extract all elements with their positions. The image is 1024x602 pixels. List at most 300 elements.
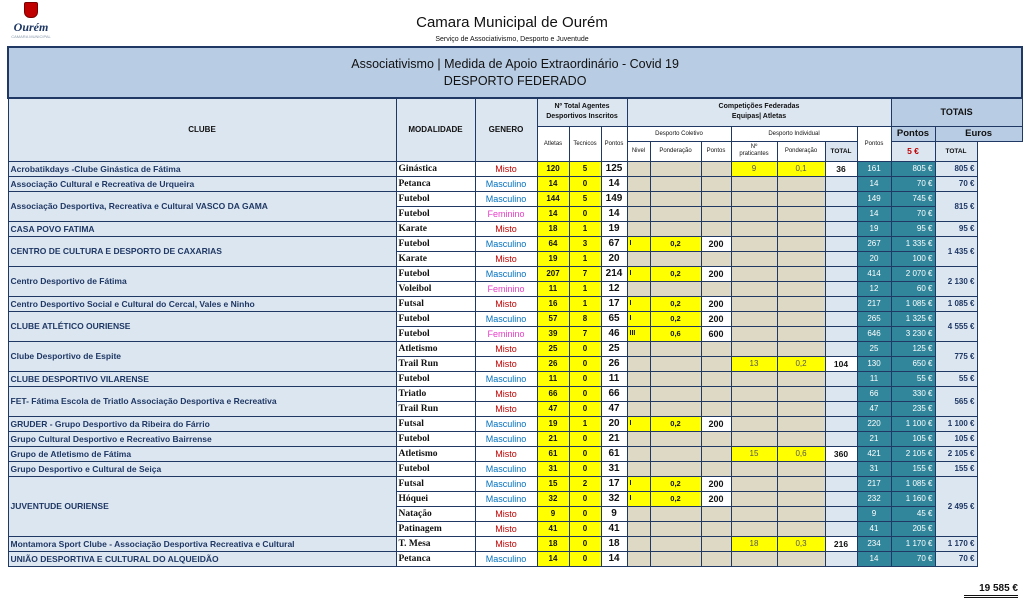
table-row <box>8 296 1022 311</box>
individual-practitioners: 13 <box>731 356 777 371</box>
technicians-count: 7 <box>569 266 601 281</box>
euros-value: 805 € <box>891 161 935 176</box>
euros-value: 3 230 € <box>891 326 935 341</box>
technicians-count: 5 <box>569 161 601 176</box>
collective-weight <box>650 341 701 356</box>
club-name: CLUBE DESPORTIVO VILARENSE <box>8 371 396 386</box>
individual-weight: 0,3 <box>777 536 825 551</box>
modality: Futsal <box>396 476 475 491</box>
collective-points <box>701 161 731 176</box>
table-banner <box>8 47 1022 98</box>
collective-level <box>627 521 650 536</box>
total-points: 217 <box>857 296 891 311</box>
individual-weight <box>777 341 825 356</box>
individual-points <box>825 461 857 476</box>
athletes-count: 11 <box>537 371 569 386</box>
agentes-line1: Nº Total Agentes <box>554 103 610 111</box>
agent-points: 14 <box>601 176 627 191</box>
individual-practitioners <box>731 506 777 521</box>
agent-points: 12 <box>601 281 627 296</box>
individual-points <box>825 221 857 236</box>
col-individual: Desporto Individual <box>731 126 857 141</box>
euros-value: 100 € <box>891 251 935 266</box>
athletes-count: 64 <box>537 236 569 251</box>
total-points: 267 <box>857 236 891 251</box>
collective-weight <box>650 431 701 446</box>
collective-weight <box>650 521 701 536</box>
agent-points: 14 <box>601 551 627 566</box>
collective-level <box>627 446 650 461</box>
individual-practitioners: 15 <box>731 446 777 461</box>
sports-support-table <box>7 46 1023 567</box>
club-total: 105 € <box>935 431 977 446</box>
gender: Feminino <box>475 206 537 221</box>
technicians-count: 1 <box>569 281 601 296</box>
euros-value: 745 € <box>891 191 935 206</box>
athletes-count: 66 <box>537 386 569 401</box>
collective-weight <box>650 536 701 551</box>
club-name: UNIÃO DESPORTIVA E CULTURAL DO ALQUEIDÃO <box>8 551 396 566</box>
athletes-count: 11 <box>537 281 569 296</box>
total-points: 149 <box>857 191 891 206</box>
club-name: CASA POVO FATIMA <box>8 221 396 236</box>
collective-points: 200 <box>701 236 731 251</box>
technicians-count: 1 <box>569 221 601 236</box>
euros-value: 105 € <box>891 431 935 446</box>
individual-points <box>825 251 857 266</box>
collective-level <box>627 506 650 521</box>
individual-points <box>825 341 857 356</box>
modality: Futebol <box>396 326 475 341</box>
individual-practitioners <box>731 221 777 236</box>
individual-points <box>825 416 857 431</box>
n-prat-line2: praticantes <box>739 151 769 157</box>
col-tecnicos: Tecnicos <box>569 126 601 161</box>
club-name: Grupo Desportivo e Cultural de Seiça <box>8 461 396 476</box>
individual-weight <box>777 221 825 236</box>
gender: Misto <box>475 386 537 401</box>
club-total: 1 170 € <box>935 536 977 551</box>
athletes-count: 207 <box>537 266 569 281</box>
col-pontos: Pontos <box>601 126 627 161</box>
table-row <box>8 221 1022 236</box>
technicians-count: 0 <box>569 551 601 566</box>
euros-value: 55 € <box>891 371 935 386</box>
grand-total: 19 585 € <box>964 583 1018 598</box>
collective-weight <box>650 251 701 266</box>
total-points: 9 <box>857 506 891 521</box>
individual-weight: 0,2 <box>777 356 825 371</box>
agent-points: 9 <box>601 506 627 521</box>
agent-points: 214 <box>601 266 627 281</box>
individual-points <box>825 371 857 386</box>
collective-level: I <box>627 476 650 491</box>
gender: Masculino <box>475 551 537 566</box>
col-col-pontos: Pontos <box>701 141 731 161</box>
col-clube: CLUBE <box>8 98 396 161</box>
euros-value: 70 € <box>891 206 935 221</box>
gender: Masculino <box>475 431 537 446</box>
individual-points <box>825 476 857 491</box>
athletes-count: 120 <box>537 161 569 176</box>
gender: Misto <box>475 356 537 371</box>
euros-value: 60 € <box>891 281 935 296</box>
gender: Misto <box>475 161 537 176</box>
individual-points <box>825 296 857 311</box>
athletes-count: 16 <box>537 296 569 311</box>
total-points: 19 <box>857 221 891 236</box>
gender: Masculino <box>475 461 537 476</box>
individual-weight <box>777 281 825 296</box>
individual-points <box>825 521 857 536</box>
collective-level <box>627 356 650 371</box>
athletes-count: 57 <box>537 311 569 326</box>
modality: Petanca <box>396 176 475 191</box>
agent-points: 17 <box>601 296 627 311</box>
agent-points: 149 <box>601 191 627 206</box>
individual-practitioners <box>731 386 777 401</box>
athletes-count: 32 <box>537 491 569 506</box>
gender: Misto <box>475 536 537 551</box>
club-name: CLUBE ATLÉTICO OURIENSE <box>8 311 396 341</box>
collective-level <box>627 536 650 551</box>
athletes-count: 144 <box>537 191 569 206</box>
gender: Masculino <box>475 191 537 206</box>
gender: Masculino <box>475 476 537 491</box>
club-name: JUVENTUDE OURIENSE <box>8 476 396 536</box>
col-n-praticantes <box>731 141 777 161</box>
euros-value: 235 € <box>891 401 935 416</box>
collective-points <box>701 221 731 236</box>
logo-subtext: CAMARA MUNICIPAL <box>11 34 51 39</box>
individual-practitioners <box>731 236 777 251</box>
gender: Feminino <box>475 281 537 296</box>
individual-practitioners <box>731 461 777 476</box>
page-title: Camara Municipal de Ourém <box>416 14 608 31</box>
agent-points: 21 <box>601 431 627 446</box>
agent-points: 66 <box>601 386 627 401</box>
technicians-count: 1 <box>569 416 601 431</box>
agent-points: 47 <box>601 401 627 416</box>
agent-points: 19 <box>601 221 627 236</box>
gender: Misto <box>475 341 537 356</box>
club-total: 70 € <box>935 176 977 191</box>
collective-level <box>627 401 650 416</box>
collective-weight: 0,2 <box>650 236 701 251</box>
table-row <box>8 161 1022 176</box>
col-agentes <box>537 98 627 126</box>
agentes-line2: Desportivos Inscritos <box>546 113 618 121</box>
individual-points: 36 <box>825 161 857 176</box>
col-modalidade: MODALIDADE <box>396 98 475 161</box>
agent-points: 26 <box>601 356 627 371</box>
individual-weight: 0,6 <box>777 446 825 461</box>
gender: Feminino <box>475 326 537 341</box>
collective-points <box>701 521 731 536</box>
euros-value: 1 170 € <box>891 536 935 551</box>
individual-weight <box>777 206 825 221</box>
club-total: 55 € <box>935 371 977 386</box>
technicians-count: 0 <box>569 371 601 386</box>
agent-points: 18 <box>601 536 627 551</box>
athletes-count: 61 <box>537 446 569 461</box>
table-row <box>8 341 1022 356</box>
technicians-count: 0 <box>569 506 601 521</box>
gender: Misto <box>475 401 537 416</box>
total-points: 14 <box>857 206 891 221</box>
technicians-count: 0 <box>569 341 601 356</box>
collective-weight <box>650 371 701 386</box>
club-total: 815 € <box>935 191 977 221</box>
athletes-count: 14 <box>537 176 569 191</box>
comp-line2: Equipas| Atletas <box>731 113 787 121</box>
euros-value: 330 € <box>891 386 935 401</box>
gender: Misto <box>475 506 537 521</box>
total-points: 66 <box>857 386 891 401</box>
modality: Trail Run <box>396 401 475 416</box>
club-total: 805 € <box>935 161 977 176</box>
club-name: Associação Cultural e Recreativa de Urqueira <box>8 176 396 191</box>
individual-weight <box>777 461 825 476</box>
total-points: 414 <box>857 266 891 281</box>
club-name: Montamora Sport Clube - Associação Desportiva Recreativa e Cultural <box>8 536 396 551</box>
agent-points: 20 <box>601 251 627 266</box>
individual-points <box>825 386 857 401</box>
collective-weight: 0,2 <box>650 476 701 491</box>
col-nivel: Nivel <box>627 141 650 161</box>
individual-weight <box>777 236 825 251</box>
collective-points <box>701 551 731 566</box>
collective-points: 200 <box>701 296 731 311</box>
table-row <box>8 446 1022 461</box>
individual-points <box>825 431 857 446</box>
club-name: Clube Desportivo de Espite <box>8 341 396 371</box>
individual-weight <box>777 491 825 506</box>
modality: Trail Run <box>396 356 475 371</box>
col-ind-ponderacao: Ponderação <box>777 141 825 161</box>
gender: Masculino <box>475 311 537 326</box>
euros-value: 1 100 € <box>891 416 935 431</box>
modality: Atletismo <box>396 341 475 356</box>
collective-weight <box>650 386 701 401</box>
total-points: 234 <box>857 536 891 551</box>
table-row <box>8 386 1022 401</box>
technicians-count: 7 <box>569 326 601 341</box>
technicians-count: 5 <box>569 191 601 206</box>
modality: Voleibol <box>396 281 475 296</box>
modality: Karate <box>396 221 475 236</box>
total-points: 232 <box>857 491 891 506</box>
gender: Masculino <box>475 491 537 506</box>
individual-practitioners <box>731 176 777 191</box>
modality: Natação <box>396 506 475 521</box>
club-name: GRUDER - Grupo Desportivo da Ribeira do Fárrio <box>8 416 396 431</box>
col-atletas: Atletas <box>537 126 569 161</box>
gender: Masculino <box>475 266 537 281</box>
athletes-count: 39 <box>537 326 569 341</box>
individual-points <box>825 266 857 281</box>
modality: Futebol <box>396 371 475 386</box>
agent-points: 31 <box>601 461 627 476</box>
athletes-count: 14 <box>537 206 569 221</box>
euros-value: 1 160 € <box>891 491 935 506</box>
col-coletivo: Desporto Coletivo <box>627 126 731 141</box>
collective-weight <box>650 161 701 176</box>
euros-value: 1 325 € <box>891 311 935 326</box>
individual-points <box>825 506 857 521</box>
col-totais: TOTAIS <box>891 98 1022 126</box>
technicians-count: 0 <box>569 521 601 536</box>
col-competicoes <box>627 98 891 126</box>
collective-weight <box>650 506 701 521</box>
athletes-count: 26 <box>537 356 569 371</box>
table-row <box>8 431 1022 446</box>
individual-practitioners <box>731 521 777 536</box>
individual-weight <box>777 296 825 311</box>
individual-practitioners <box>731 341 777 356</box>
collective-weight: 0,6 <box>650 326 701 341</box>
agent-points: 46 <box>601 326 627 341</box>
individual-practitioners: 9 <box>731 161 777 176</box>
collective-points: 200 <box>701 266 731 281</box>
collective-weight <box>650 176 701 191</box>
table-row <box>8 476 1022 491</box>
club-total: 2 130 € <box>935 266 977 296</box>
technicians-count: 0 <box>569 536 601 551</box>
modality: Futebol <box>396 266 475 281</box>
collective-points <box>701 191 731 206</box>
collective-level <box>627 371 650 386</box>
technicians-count: 0 <box>569 401 601 416</box>
collective-level: I <box>627 236 650 251</box>
collective-level <box>627 431 650 446</box>
modality: Futsal <box>396 416 475 431</box>
individual-weight <box>777 251 825 266</box>
technicians-count: 0 <box>569 446 601 461</box>
individual-weight <box>777 506 825 521</box>
total-points: 217 <box>857 476 891 491</box>
euros-value: 205 € <box>891 521 935 536</box>
club-total: 95 € <box>935 221 977 236</box>
athletes-count: 14 <box>537 551 569 566</box>
collective-points <box>701 536 731 551</box>
euros-value: 45 € <box>891 506 935 521</box>
euros-value: 95 € <box>891 221 935 236</box>
collective-level: I <box>627 311 650 326</box>
euros-value: 650 € <box>891 356 935 371</box>
table-row <box>8 236 1022 251</box>
collective-level: I <box>627 296 650 311</box>
club-total: 4 555 € <box>935 311 977 341</box>
collective-weight: 0,2 <box>650 311 701 326</box>
agent-points: 11 <box>601 371 627 386</box>
individual-points <box>825 326 857 341</box>
modality: Karate <box>396 251 475 266</box>
collective-points <box>701 401 731 416</box>
collective-points <box>701 446 731 461</box>
collective-points: 200 <box>701 476 731 491</box>
collective-level <box>627 221 650 236</box>
gender: Misto <box>475 221 537 236</box>
individual-practitioners <box>731 296 777 311</box>
collective-level <box>627 341 650 356</box>
collective-weight <box>650 206 701 221</box>
total-points: 25 <box>857 341 891 356</box>
collective-points: 200 <box>701 416 731 431</box>
technicians-count: 8 <box>569 311 601 326</box>
club-total: 1 100 € <box>935 416 977 431</box>
individual-practitioners <box>731 476 777 491</box>
individual-points <box>825 176 857 191</box>
n-prat-line1: Nº <box>750 144 758 150</box>
athletes-count: 47 <box>537 401 569 416</box>
gender: Misto <box>475 296 537 311</box>
athletes-count: 19 <box>537 251 569 266</box>
total-points: 47 <box>857 401 891 416</box>
technicians-count: 0 <box>569 461 601 476</box>
modality: Hóquei <box>396 491 475 506</box>
collective-level: I <box>627 491 650 506</box>
euros-value: 1 335 € <box>891 236 935 251</box>
individual-practitioners: 18 <box>731 536 777 551</box>
athletes-count: 9 <box>537 506 569 521</box>
individual-practitioners <box>731 206 777 221</box>
club-total: 1 435 € <box>935 236 977 266</box>
club-total: 2 105 € <box>935 446 977 461</box>
individual-practitioners <box>731 401 777 416</box>
individual-weight <box>777 431 825 446</box>
individual-practitioners <box>731 416 777 431</box>
collective-level: I <box>627 416 650 431</box>
individual-weight <box>777 386 825 401</box>
technicians-count: 1 <box>569 296 601 311</box>
club-name: Grupo Cultural Desportivo e Recreativo Bairrense <box>8 431 396 446</box>
table-row <box>8 536 1022 551</box>
agent-points: 32 <box>601 491 627 506</box>
collective-points <box>701 176 731 191</box>
individual-weight <box>777 521 825 536</box>
modality: Futebol <box>396 461 475 476</box>
total-points: 20 <box>857 251 891 266</box>
athletes-count: 15 <box>537 476 569 491</box>
modality: Futebol <box>396 431 475 446</box>
collective-points: 600 <box>701 326 731 341</box>
collective-points <box>701 386 731 401</box>
col-ind-pontos: Pontos <box>857 126 891 161</box>
individual-practitioners <box>731 551 777 566</box>
collective-points <box>701 356 731 371</box>
collective-points <box>701 251 731 266</box>
individual-weight <box>777 371 825 386</box>
individual-practitioners <box>731 266 777 281</box>
gender: Misto <box>475 446 537 461</box>
individual-points <box>825 281 857 296</box>
individual-practitioners <box>731 371 777 386</box>
table-row <box>8 311 1022 326</box>
collective-level <box>627 206 650 221</box>
total-points: 21 <box>857 431 891 446</box>
euros-value: 1 085 € <box>891 476 935 491</box>
euros-value: 125 € <box>891 341 935 356</box>
collective-points: 200 <box>701 311 731 326</box>
gender: Masculino <box>475 176 537 191</box>
total-points: 646 <box>857 326 891 341</box>
modality: Petanca <box>396 551 475 566</box>
agent-points: 67 <box>601 236 627 251</box>
collective-level <box>627 281 650 296</box>
individual-weight <box>777 416 825 431</box>
total-points: 12 <box>857 281 891 296</box>
